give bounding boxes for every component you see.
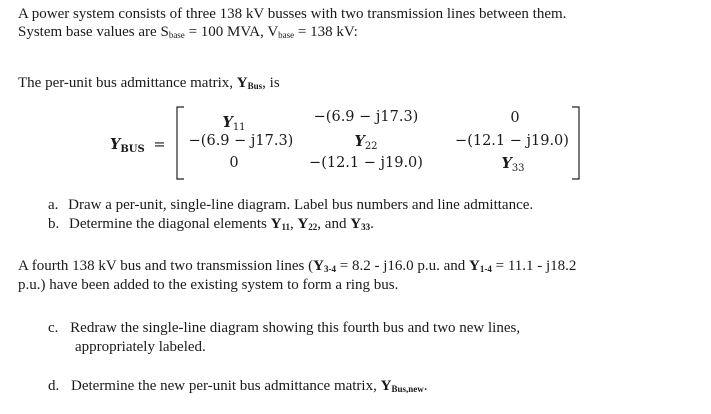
question-d: d. Determine the new per-unit bus admittance matrix, $Y_{Bus,new}$. — [48, 378, 428, 394]
matrix-r3c2: −(12.1 − j19.0) — [309, 155, 423, 171]
question-c: c. Redraw the single-line diagram showing this fourth bus and two new lines, — [48, 320, 521, 336]
matrix-r1c3: 0 — [510, 110, 520, 126]
fourth-bus-line-1: A fourth 138 kV bus and two transmission lines ($Y_{3-4} = 8.2 - j16.0$ p.u. and $Y_{1-4} = 11.1 - j18.2$ — [18, 258, 577, 274]
matrix-r2c3: −(12.1 − j19.0) — [455, 133, 569, 149]
question-a: a. Draw a per-unit, single-line diagram. Label bus numbers and line admittance. — [48, 197, 534, 213]
matrix-r3c3: $Y_{33}$ — [501, 155, 525, 174]
fourth-bus-line-2: p.u.) have been added to the existing system to form a ring bus. — [18, 277, 399, 293]
intro-line-1: A power system consists of three 138 kV busses with two transmission lines between them. — [18, 6, 567, 22]
matrix-r3c1: 0 — [229, 155, 239, 171]
question-b: b. Determine the diagonal elements $Y_{11}$, $Y_{22}$, and $Y_{33}$. — [48, 216, 374, 232]
matrix-lhs: $Y_{BUS}$ = — [110, 136, 166, 155]
matrix-intro: The per-unit bus admittance matrix, $Y_{Bus}$, is — [18, 75, 280, 91]
matrix-r2c1: −(6.9 − j17.3) — [188, 133, 294, 149]
intro-line-2: System base values are $S_{base} = 100$ MVA, $V_{base} = 138$ kV: — [18, 24, 358, 40]
question-c-line-2: appropriately labeled. — [75, 339, 206, 355]
matrix-r1c1: $Y_{11}$ — [222, 114, 246, 133]
matrix-r2c2: $Y_{22}$ — [354, 133, 378, 152]
matrix-r1c2: −(6.9 − j17.3) — [313, 109, 419, 125]
